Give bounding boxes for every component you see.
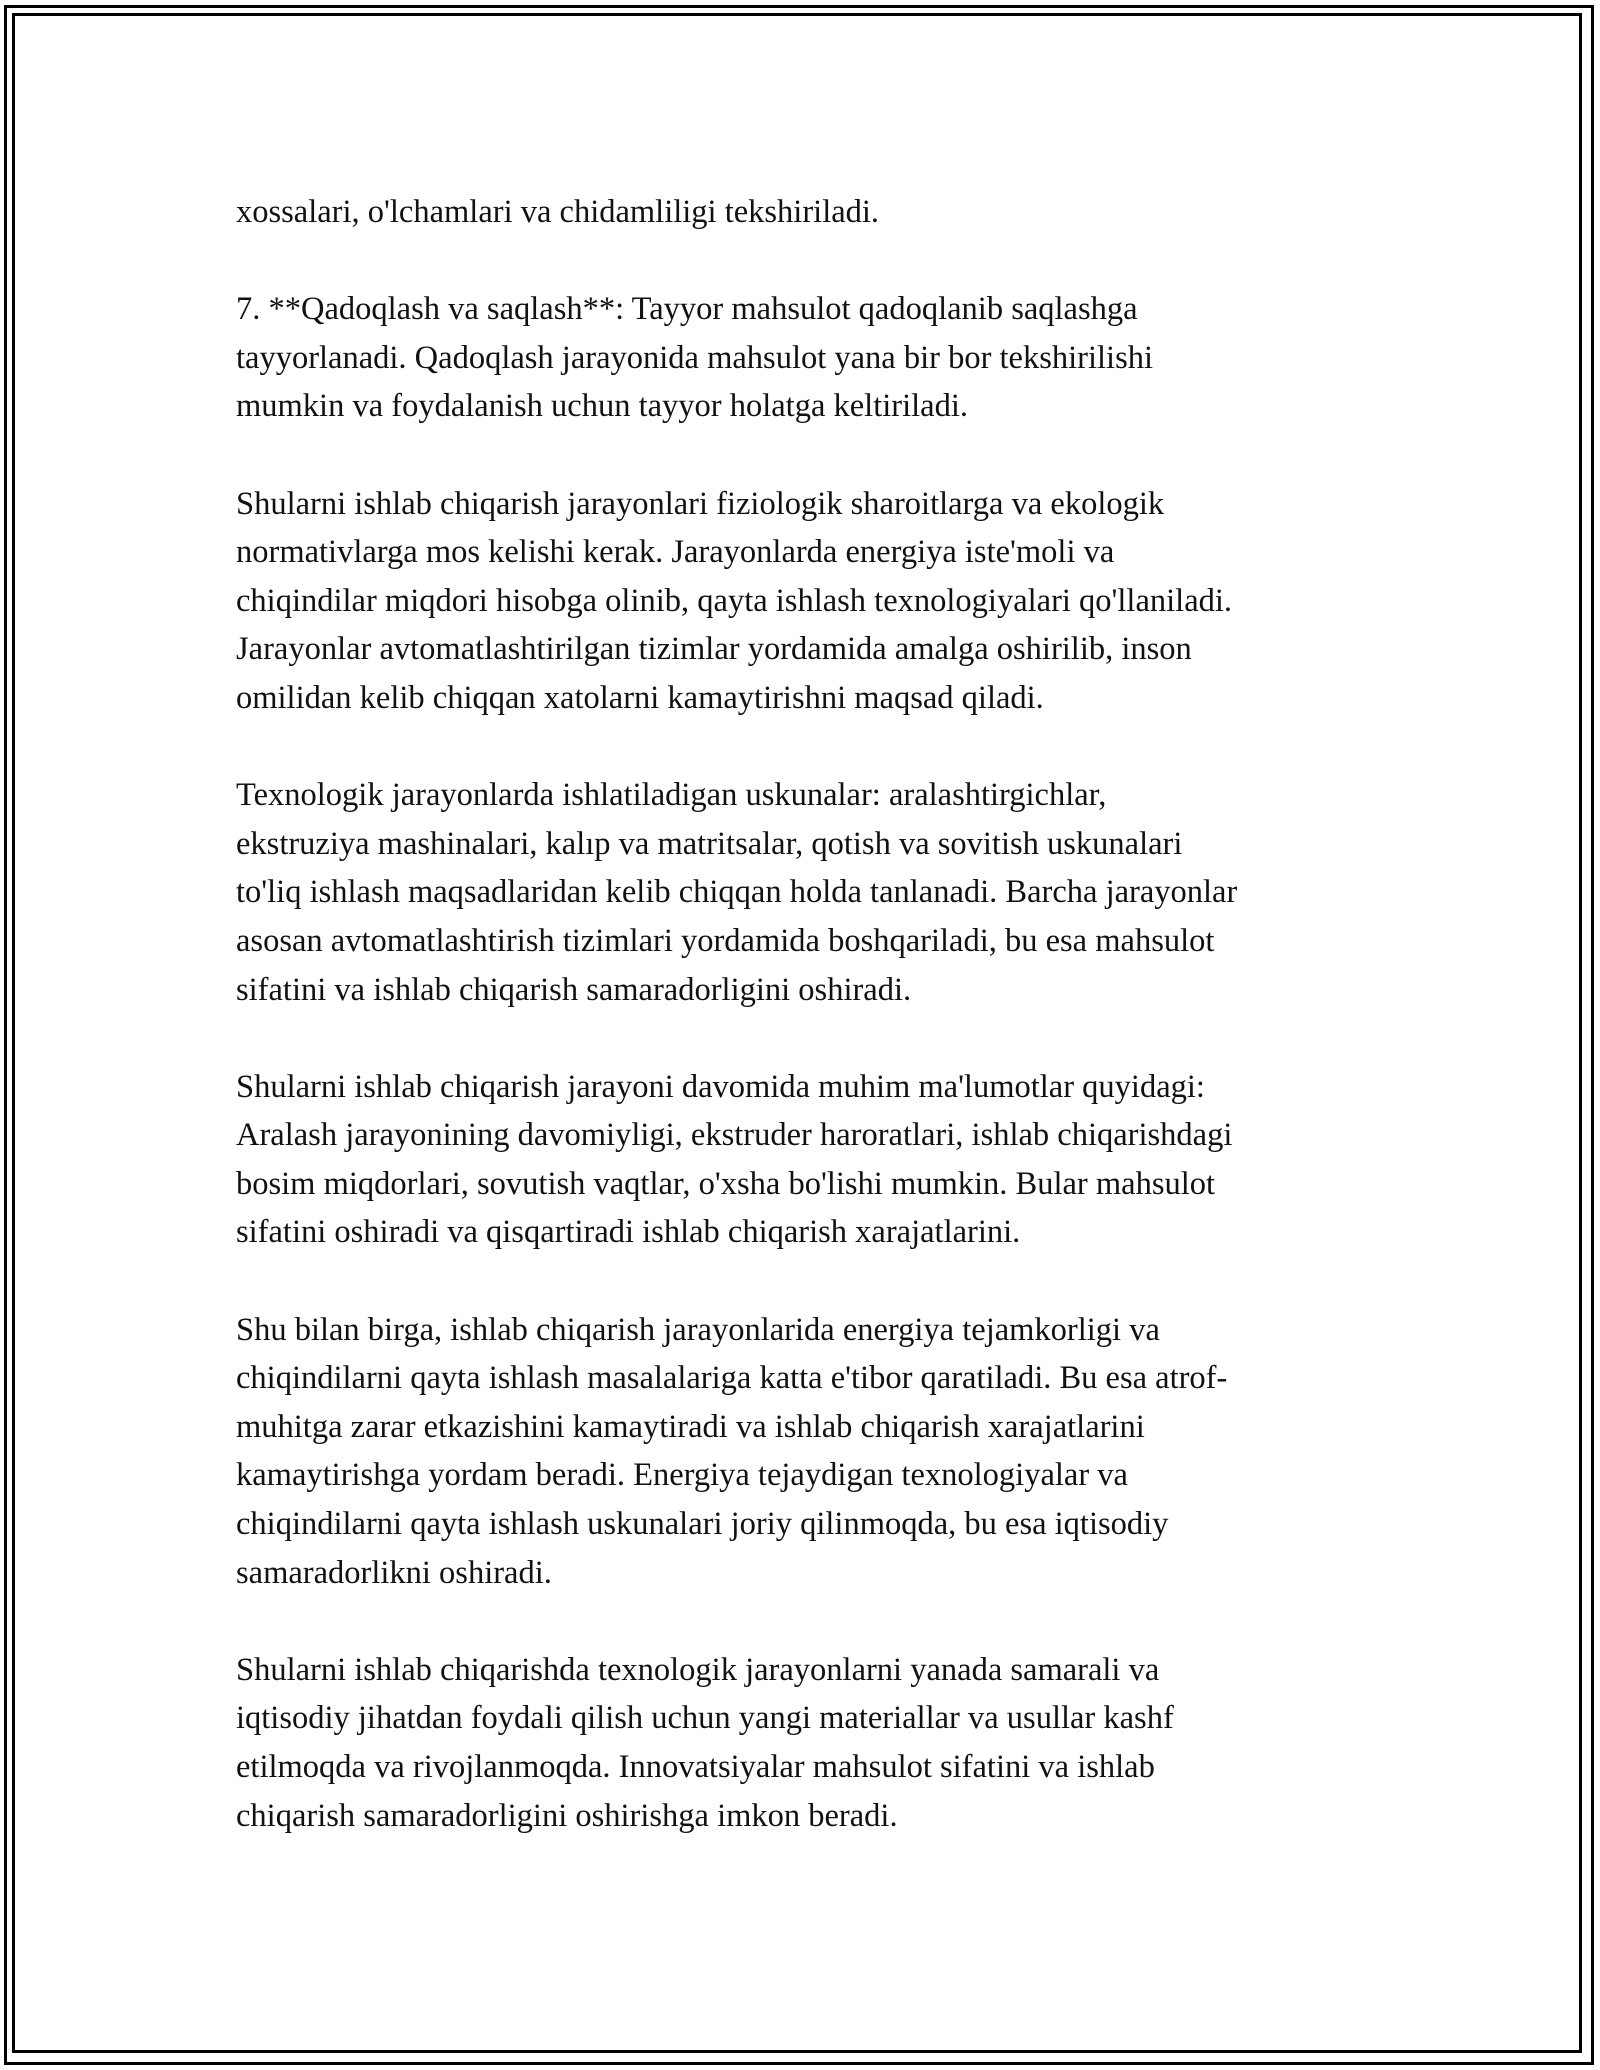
text-line: chiqindilarni qayta ishlash uskunalari joriy qilinmoqda, bu esa iqtisodiy (236, 1506, 1169, 1543)
paragraph-3 (236, 480, 1376, 723)
text-line: Shularni ishlab chiqarishda texnologik jarayonlarni yanada samarali va (236, 1651, 1160, 1688)
text-line: chiqindilar miqdori hisobga olinib, qayta ishlash texnologiyalari qo'llaniladi. (236, 582, 1233, 619)
paragraph-2 (236, 285, 1376, 431)
text-line: to'liq ishlash maqsadlaridan kelib chiqqan holda tanlanadi. Barcha jarayonlar (236, 874, 1238, 911)
text-line: muhitga zarar etkazishini kamaytiradi va ishlab chiqarish xarajatlarini (236, 1408, 1145, 1445)
text-line: omilidan kelib chiqqan xatolarni kamaytirishni maqsad qiladi. (236, 679, 1044, 716)
text-line: kamaytirishga yordam beradi. Energiya tejaydigan texnologiyalar va (236, 1457, 1128, 1494)
text-line: asosan avtomatlashtirish tizimlari yordamida boshqariladi, bu esa mahsulot (236, 922, 1215, 959)
text-line: sifatini oshiradi va qisqartiradi ishlab chiqarish xarajatlarini. (236, 1214, 1021, 1251)
text-line: 7. **Qadoqlash va saqlash**: Tayyor mahsulot qadoqlanib saqlashga (236, 291, 1138, 328)
text-line: Texnologik jarayonlarda ishlatiladigan uskunalar: aralashtirgichlar, (236, 777, 1107, 814)
text-line: Shu bilan birga, ishlab chiqarish jarayonlarida energiya tejamkorligi va (236, 1311, 1160, 1348)
text-line: Aralash jarayonining davomiyligi, ekstruder haroratlari, ishlab chiqarishdagi (236, 1117, 1233, 1154)
text-line: Shularni ishlab chiqarish jarayonlari fiziologik sharoitlarga va ekologik (236, 485, 1165, 522)
text-line: sifatini va ishlab chiqarish samaradorligini oshiradi. (236, 971, 912, 1008)
paragraph-7 (236, 1646, 1376, 1840)
text-line: tayyorlanadi. Qadoqlash jarayonida mahsulot yana bir bor tekshirilishi (236, 339, 1153, 376)
text-line: bosim miqdorlari, sovutish vaqtlar, o'xsha bo'lishi mumkin. Bular mahsulot (236, 1165, 1216, 1202)
text-line: chiqarish samaradorligini oshirishga imkon beradi. (236, 1797, 898, 1834)
paragraph-1 (236, 188, 1376, 237)
text-line: xossalari, o'lchamlari va chidamliligi tekshiriladi. (236, 194, 880, 230)
text-line: normativlarga mos kelishi kerak. Jarayonlarda energiya iste'moli va (236, 534, 1115, 571)
paragraph-4 (236, 771, 1376, 1014)
document-body (236, 188, 1376, 1840)
text-line: ekstruziya mashinalari, kalıp va matritsalar, qotish va sovitish uskunalari (236, 825, 1183, 862)
text-line: Shularni ishlab chiqarish jarayoni davomida muhim ma'lumotlar quyidagi: (236, 1068, 1205, 1105)
text-line: Jarayonlar avtomatlashtirilgan tizimlar yordamida amalga oshirilib, inson (236, 631, 1192, 668)
text-line: iqtisodiy jihatdan foydali qilish uchun yangi materiallar va usullar kashf (236, 1700, 1174, 1737)
text-line: chiqindilarni qayta ishlash masalalariga katta e'tibor qaratiladi. Bu esa atrof- (236, 1360, 1228, 1397)
paragraph-5 (236, 1063, 1376, 1257)
text-line: etilmoqda va rivojlanmoqda. Innovatsiyalar mahsulot sifatini va ishlab (236, 1749, 1155, 1785)
text-line: samaradorlikni oshiradi. (236, 1554, 552, 1591)
paragraph-6 (236, 1306, 1376, 1598)
text-line: mumkin va foydalanish uchun tayyor holatga keltiriladi. (236, 388, 968, 425)
